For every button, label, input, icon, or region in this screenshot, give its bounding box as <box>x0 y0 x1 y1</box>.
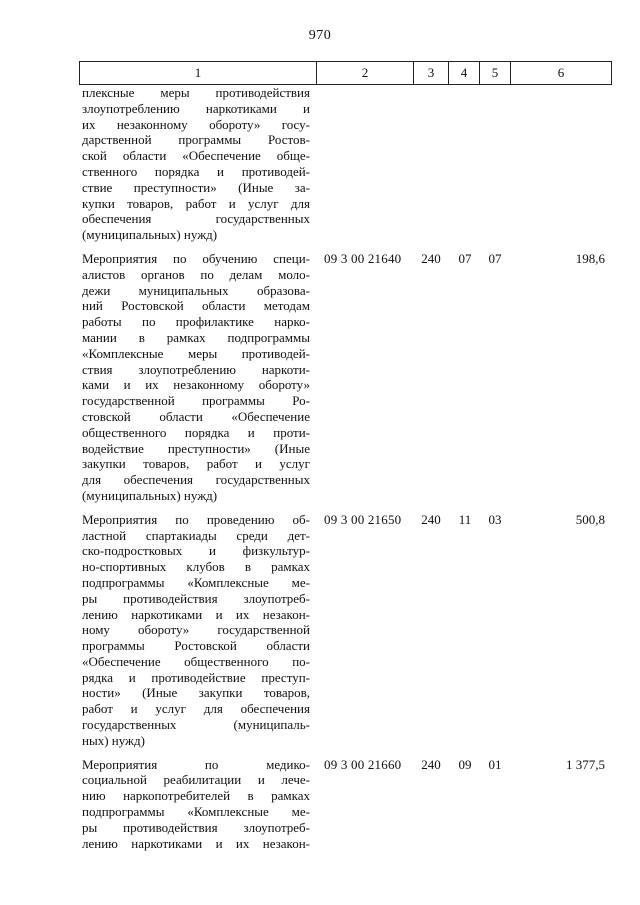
column-header-5: 5 <box>480 62 511 85</box>
expense-type: 240 <box>421 250 441 266</box>
description-line: ственного порядка и противодей- <box>82 163 310 179</box>
description-line: дарственной программы Ростов- <box>82 132 310 148</box>
description-line: ры противодействия злоупотреб- <box>82 590 310 606</box>
section-code: 07 <box>458 250 472 266</box>
description-line: водействие преступности» (Иные <box>82 440 310 456</box>
table-row <box>79 85 611 243</box>
description-line: алистов органов по делам моло- <box>82 266 310 282</box>
description-line: дежи муниципальных образова- <box>82 282 310 298</box>
description-line: закупки товаров, работ и услуг <box>82 456 310 472</box>
description-line: злоупотреблению наркотиками и <box>82 100 310 116</box>
description-line: социальной реабилитации и лече- <box>82 772 310 788</box>
column-header-row <box>79 61 612 85</box>
description-line: рядка и противодействие преступ- <box>82 669 310 685</box>
description-line: работ и услуг для обеспечения <box>82 701 310 717</box>
description-line: лению наркотиками и их незакон- <box>82 835 310 851</box>
description-line: их незаконному обороту» госу- <box>82 116 310 132</box>
description-line: лению наркотиками и их незакон- <box>82 606 310 622</box>
target-code: 09 3 00 21650 <box>324 511 402 527</box>
row-description <box>79 512 310 749</box>
description-line: ствия злоупотреблению наркоти- <box>82 361 310 377</box>
description-line: Мероприятия по медико- <box>82 756 310 772</box>
description-line: купки товаров, работ и услуг для <box>82 195 310 211</box>
section-code: 11 <box>458 511 472 527</box>
amount: 1 377,5 <box>566 756 605 772</box>
description-line: ствие преступности» (Иные за- <box>82 179 310 195</box>
description-line: общественного порядка и проти- <box>82 424 310 440</box>
section-code: 09 <box>458 756 472 772</box>
subsection-code: 07 <box>488 250 502 266</box>
target-code: 09 3 00 21660 <box>324 756 402 772</box>
description-line: государственных (муниципаль- <box>82 717 310 733</box>
target-code: 09 3 00 21640 <box>324 250 402 266</box>
description-line: но-спортивных клубов в рамках <box>82 559 310 575</box>
description-line: плексные меры противодействия <box>82 85 310 100</box>
table-body <box>79 85 611 851</box>
description-line: государственной программы Ро- <box>82 393 310 409</box>
description-line: работы по профилактике нарко- <box>82 314 310 330</box>
description-line: программы Ростовской области <box>82 638 310 654</box>
description-line: (муниципальных) нужд) <box>82 227 218 243</box>
description-line: ско-подростковых и физкультур- <box>82 543 310 559</box>
description-line: ками и их незаконному обороту» <box>82 377 310 393</box>
subsection-code: 03 <box>488 511 502 527</box>
description-line: обеспечения государственных <box>82 211 310 227</box>
description-line: ных) нужд) <box>82 732 145 748</box>
row-description <box>79 757 310 852</box>
description-line: подпрограммы «Комплексные ме- <box>82 804 310 820</box>
expense-type: 240 <box>421 511 441 527</box>
description-line: подпрограммы «Комплексные ме- <box>82 574 310 590</box>
description-line: ности» (Иные закупки товаров, <box>82 685 310 701</box>
column-header-4: 4 <box>449 62 480 85</box>
description-line: (муниципальных) нужд) <box>82 487 218 503</box>
description-line: Мероприятия по обучению специ- <box>82 250 310 266</box>
expense-type: 240 <box>421 756 441 772</box>
column-header-6: 6 <box>511 62 612 85</box>
row-description <box>79 251 310 504</box>
description-line: ластной спартакиады среди дет- <box>82 527 310 543</box>
description-line: для обеспечения государственных <box>82 472 310 488</box>
description-line: мании в рамках подпрограммы <box>82 329 310 345</box>
page-number: 970 <box>308 28 332 43</box>
column-header-3: 3 <box>414 62 449 85</box>
description-line: ний Ростовской области методам <box>82 298 310 314</box>
description-line: ской области «Обеспечение обще- <box>82 148 310 164</box>
description-line: стовской области «Обеспечение <box>82 408 310 424</box>
column-header-1: 1 <box>80 62 317 85</box>
row-description <box>79 85 310 243</box>
amount: 500,8 <box>575 511 605 527</box>
description-line: «Комплексные меры противодей- <box>82 345 310 361</box>
table-row <box>79 251 611 504</box>
subsection-code: 01 <box>488 756 502 772</box>
table-row <box>79 757 611 852</box>
description-line: нию наркопотребителей в рамках <box>82 788 310 804</box>
description-line: ры противодействия злоупотреб- <box>82 819 310 835</box>
table-row <box>79 512 611 749</box>
column-header-2: 2 <box>317 62 414 85</box>
description-line: Мероприятия по проведению об- <box>82 511 310 527</box>
description-line: «Обеспечение общественного по- <box>82 653 310 669</box>
amount: 198,6 <box>575 250 605 266</box>
description-line: ному обороту» государственной <box>82 622 310 638</box>
